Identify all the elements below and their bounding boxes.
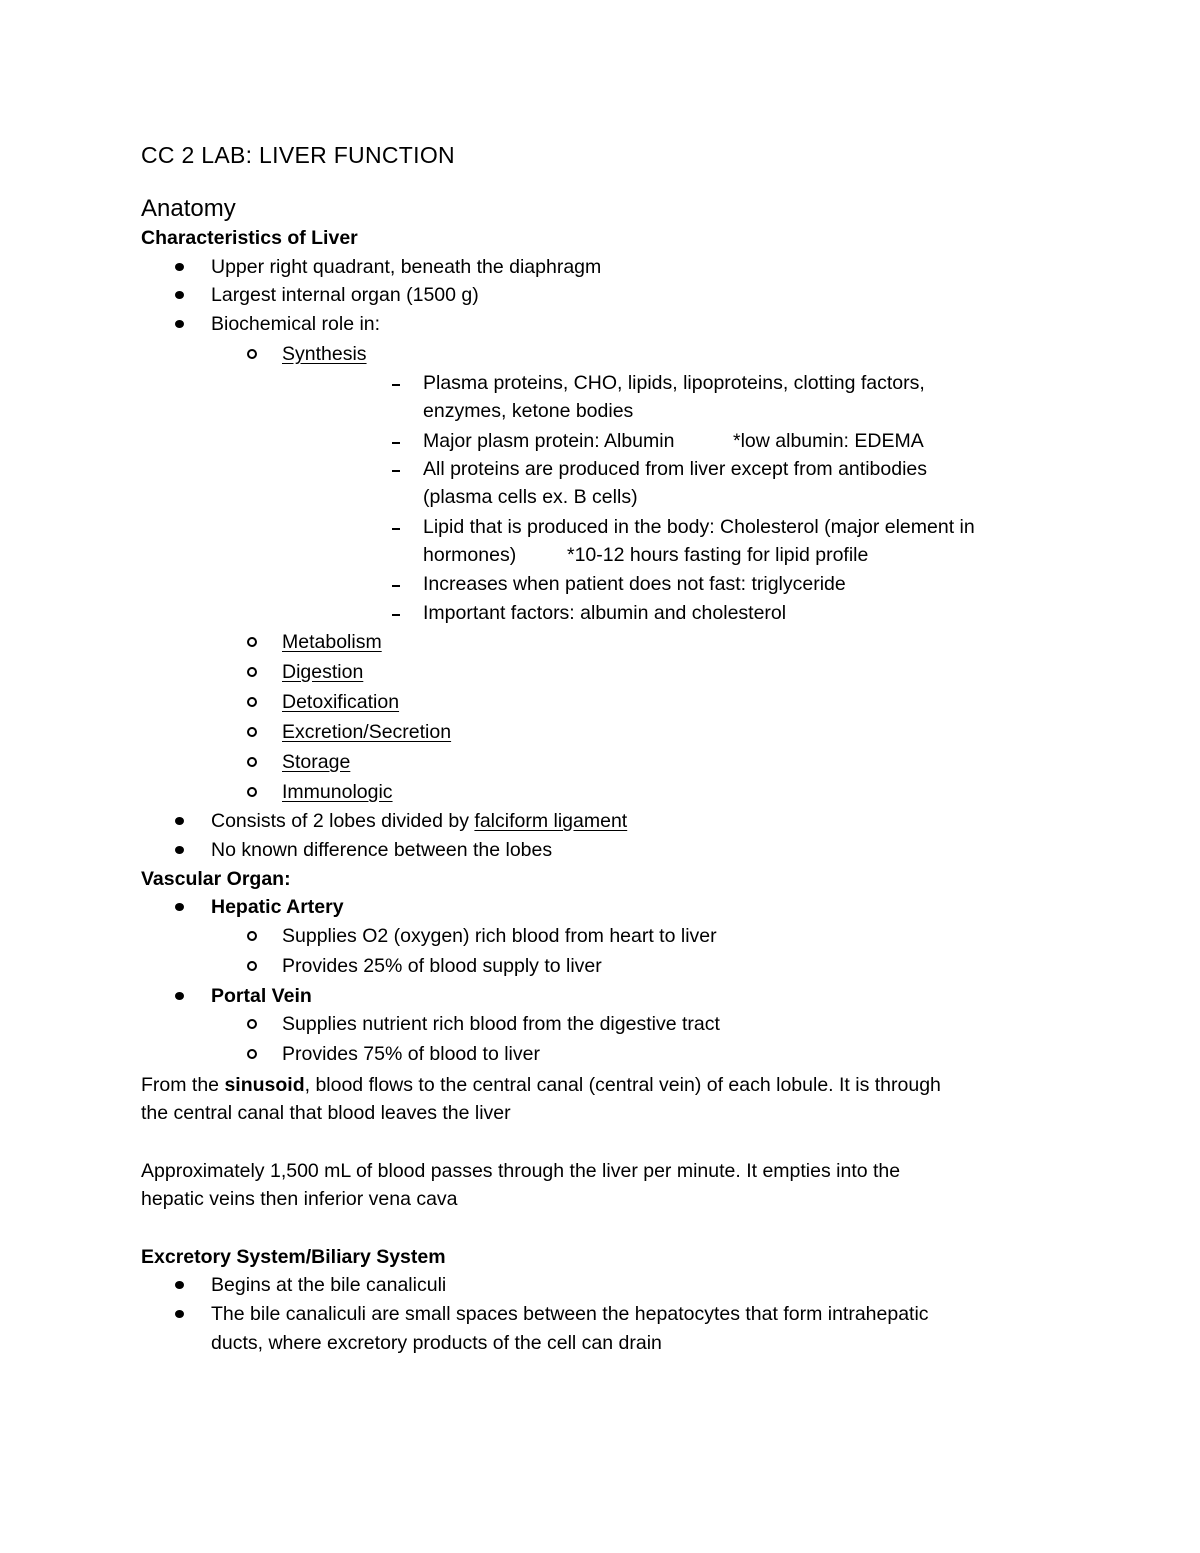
paragraph-text: , blood flows to the central canal (central vein) of each lobule. It is through: [304, 1074, 941, 1096]
paragraph-line: hepatic veins then inferior vena cava: [141, 1188, 458, 1210]
bullet-dot: [175, 992, 184, 1000]
detail-item: Lipid that is produced in the body: Cholesterol (major element in: [423, 516, 975, 538]
bullet-ring: [247, 961, 257, 971]
list-item-continued: ducts, where excretory products of the cell can drain: [211, 1332, 662, 1354]
detail-note: *low albumin: EDEMA: [733, 430, 924, 452]
list-item: Begins at the bile canaliculi: [211, 1274, 447, 1296]
paragraph-line: Approximately 1,500 mL of blood passes through the liver per minute. It empties into the: [141, 1160, 901, 1182]
paragraph-text: From the: [141, 1074, 225, 1096]
section-heading-anatomy: Anatomy: [141, 195, 236, 222]
list-item: Largest internal organ (1500 g): [211, 284, 479, 306]
sub-item: Supplies nutrient rich blood from the digestive tract: [282, 1013, 720, 1035]
sinusoid-term: sinusoid: [224, 1074, 305, 1096]
sub-item-storage: Storage: [282, 751, 351, 773]
subheading-vascular: Vascular Organ:: [141, 868, 291, 890]
list-item: Upper right quadrant, beneath the diaphragm: [211, 256, 602, 278]
bullet-dash: [392, 528, 400, 530]
bullet-dot: [175, 291, 184, 299]
bullet-dot: [175, 1310, 184, 1318]
subheading-characteristics: Characteristics of Liver: [141, 227, 358, 249]
detail-item: Plasma proteins, CHO, lipids, lipoproteins, clotting factors,: [423, 372, 925, 394]
bullet-ring: [247, 931, 257, 941]
bullet-dot: [175, 1281, 184, 1289]
list-item-hepatic-artery: Hepatic Artery: [211, 896, 344, 918]
bullet-ring: [247, 1019, 257, 1029]
bullet-ring: [247, 727, 257, 737]
bullet-dot: [175, 320, 184, 328]
sub-item-digestion: Digestion: [282, 661, 364, 683]
detail-item-continued: hormones): [423, 544, 517, 566]
bullet-dash: [392, 614, 400, 616]
list-item-text: Consists of 2 lobes divided by: [211, 810, 475, 832]
list-item: No known difference between the lobes: [211, 839, 553, 861]
bullet-ring: [247, 637, 257, 647]
sub-item-detoxification: Detoxification: [282, 691, 400, 713]
sub-item: Provides 25% of blood supply to liver: [282, 955, 602, 977]
falciform-ligament-term: falciform ligament: [474, 810, 628, 832]
bullet-dash: [392, 442, 400, 444]
bullet-ring: [247, 349, 257, 359]
paragraph-line: the central canal that blood leaves the liver: [141, 1102, 511, 1124]
sub-item-metabolism: Metabolism: [282, 631, 382, 653]
detail-item-continued: enzymes, ketone bodies: [423, 400, 634, 422]
detail-note: *10-12 hours fasting for lipid profile: [567, 544, 869, 566]
sub-item-synthesis: Synthesis: [282, 343, 367, 365]
bullet-ring: [247, 787, 257, 797]
sub-item: Provides 75% of blood to liver: [282, 1043, 540, 1065]
bullet-dot: [175, 817, 184, 825]
sub-item-excretion: Excretion/Secretion: [282, 721, 452, 743]
sub-item: Supplies O2 (oxygen) rich blood from heart to liver: [282, 925, 717, 947]
detail-item: All proteins are produced from liver except from antibodies: [423, 458, 927, 480]
list-item: The bile canaliculi are small spaces between the hepatocytes that form intrahepatic: [211, 1303, 929, 1325]
list-item-portal-vein: Portal Vein: [211, 985, 312, 1007]
detail-item: Important factors: albumin and cholesterol: [423, 602, 787, 624]
bullet-dot: [175, 903, 184, 911]
subheading-excretory: Excretory System/Biliary System: [141, 1246, 446, 1268]
list-item: [211, 809, 627, 833]
detail-item: Increases when patient does not fast: triglyceride: [423, 573, 846, 595]
document-title: CC 2 LAB: LIVER FUNCTION: [141, 142, 455, 168]
bullet-ring: [247, 1049, 257, 1059]
list-item: Biochemical role in:: [211, 313, 381, 335]
bullet-dash: [392, 585, 400, 587]
bullet-ring: [247, 757, 257, 767]
bullet-ring: [247, 667, 257, 677]
detail-item-continued: (plasma cells ex. B cells): [423, 486, 638, 508]
bullet-dot: [175, 846, 184, 854]
bullet-dash: [392, 470, 400, 472]
bullet-dot: [175, 263, 184, 271]
sub-item-immunologic: Immunologic: [282, 781, 393, 803]
detail-item: Major plasm protein: Albumin: [423, 430, 675, 452]
bullet-dash: [392, 384, 400, 386]
bullet-ring: [247, 697, 257, 707]
paragraph-line: [141, 1073, 941, 1097]
